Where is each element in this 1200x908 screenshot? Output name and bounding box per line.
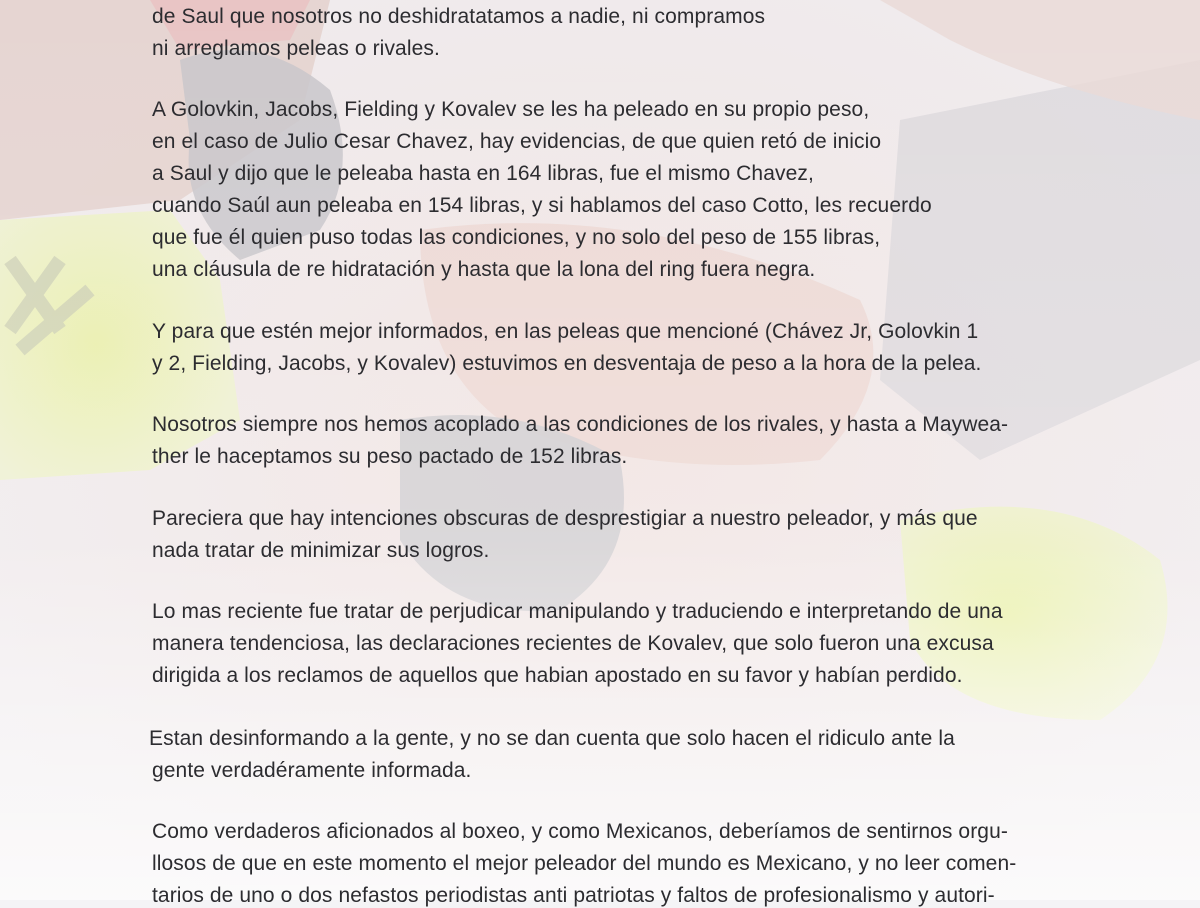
text-line: cuando Saúl aun peleaba en 154 libras, y si hablamos del caso Cotto, les recuerdo — [152, 194, 932, 217]
text-line: tarios de uno o dos nefastos periodistas anti patriotas y faltos de profesionalismo y autori- — [152, 884, 995, 907]
text-line: que fue él quien puso todas las condiciones, y no solo del peso de 155 libras, — [152, 226, 881, 249]
text-line: una cláusula de re hidratación y hasta que la lona del ring fuera negra. — [152, 258, 816, 281]
text-line: gente verdadéramente informada. — [152, 759, 472, 782]
text-line: ni arreglamos peleas o rivales. — [152, 37, 440, 60]
text-line: Y para que estén mejor informados, en las peleas que mencioné (Chávez Jr, Golovkin 1 — [152, 320, 979, 343]
text-line: y 2, Fielding, Jacobs, y Kovalev) estuvimos en desventaja de peso a la hora de la pelea. — [152, 352, 982, 375]
text-line: Lo mas reciente fue tratar de perjudicar manipulando y traduciendo e interpretando de una — [152, 600, 1003, 623]
text-line: de Saul que nosotros no deshidratatamos a nadie, ni compramos — [152, 5, 766, 28]
text-line: Pareciera que hay intenciones obscuras de desprestigiar a nuestro peleador, y más que — [152, 507, 978, 530]
text-line: llosos de que en este momento el mejor peleador del mundo es Mexicano, y no leer comen- — [152, 852, 1017, 875]
text-line: a Saul y dijo que le peleaba hasta en 164 libras, fue el mismo Chavez, — [152, 162, 814, 185]
text-line: Como verdaderos aficionados al boxeo, y como Mexicanos, deberíamos de sentirnos orgu- — [152, 820, 1008, 843]
text-line: nada tratar de minimizar sus logros. — [152, 539, 490, 562]
text-line: manera tendenciosa, las declaraciones recientes de Kovalev, que solo fueron una excusa — [152, 632, 994, 655]
text-line: Nosotros siempre nos hemos acoplado a las condiciones de los rivales, y hasta a Maywea- — [152, 413, 1009, 436]
text-line: dirigida a los reclamos de aquellos que habian apostado en su favor y habían perdido. — [152, 664, 963, 687]
text-line: A Golovkin, Jacobs, Fielding y Kovalev se les ha peleado en su propio peso, — [152, 98, 870, 121]
text-line: ther le haceptamos su peso pactado de 152 libras. — [152, 445, 628, 468]
text-line: en el caso de Julio Cesar Chavez, hay evidencias, de que quien retó de inicio — [152, 130, 882, 153]
text-line: Estan desinformando a la gente, y no se dan cuenta que solo hacen el ridiculo ante la — [149, 727, 955, 750]
